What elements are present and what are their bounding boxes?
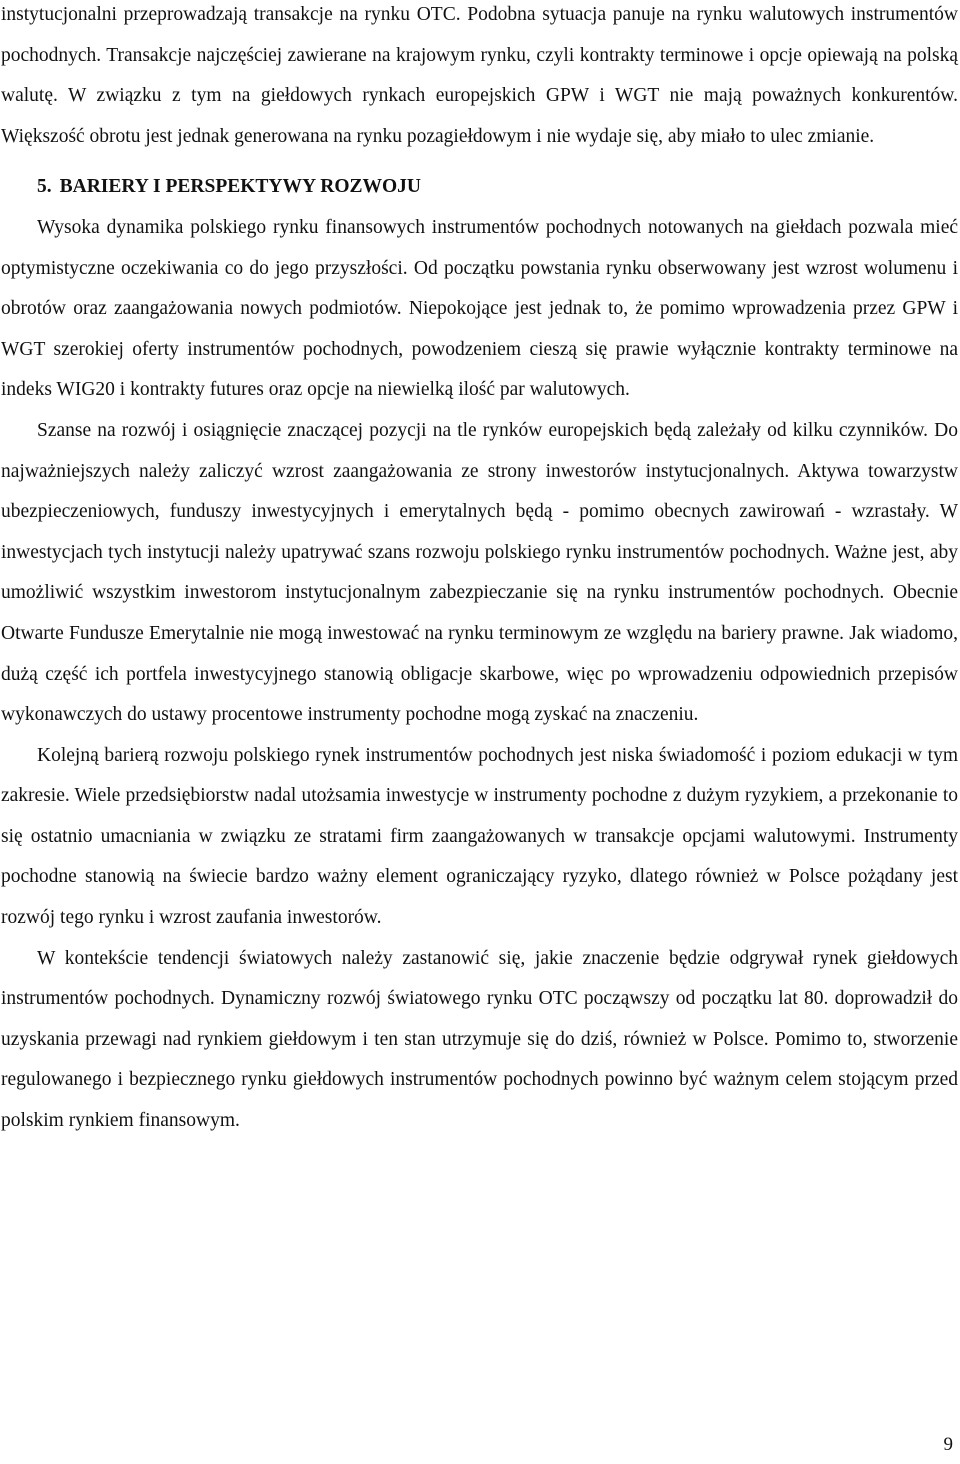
section-number: 5. [37, 176, 52, 198]
body-paragraph-3: Kolejną barierą rozwoju polskiego rynek instrumentów pochodnych jest niska świadomość i poziom edukacji w tym zakresie. Wiele przedsiębiorstw nadal utożsamia inwestycje w instrumenty pochodne z dużym ryzykiem, a przekonanie to się ostatnio umacniania w związku ze stratami firm zaangażowanych w transakcje opcjami walutowymi. Instrumenty pochodne stanowią na świecie bardzo ważny element ograniczający ryzyko, dlatego również w Polsce pożądany jest rozwój tego rynku i wzrost zaufania inwestorów. [1, 744, 958, 929]
body-paragraph-4: W kontekście tendencji światowych należy zastanowić się, jakie znaczenie będzie odgrywał rynek giełdowych instrumentów pochodnych. Dynamiczny rozwój światowego rynku OTC począwszy od początku lat 80. doprowadził do uzyskania przewagi nad rynkiem giełdowym i ten stan utrzymuje się do dziś, również w Polsce. Pomimo to, stworzenie regulowanego i bezpiecznego rynku giełdowych instrumentów pochodnych powinno być ważnym celem stojącym przed polskim rynkiem finansowym. [1, 947, 958, 1132]
page-number: 9 [943, 1434, 953, 1455]
section-heading [37, 167, 958, 208]
body-paragraph-2: Szanse na rozwój i osiągnięcie znaczącej pozycji na tle rynków europejskich będą zależały od kilku czynników. Do najważniejszych należy zaliczyć wzrost zaangażowania ze strony inwestorów instytucjonalnych. Aktywa towarzystw ubezpieczeniowych, funduszy inwestycyjnych i emerytalnych będą - pomimo obecnych zawirowań - wzrastały. W inwestycjach tych instytucji należy upatrywać szans rozwoju polskiego rynku instrumentów pochodnych. Ważne jest, aby umożliwić wszystkim inwestorom instytucjonalnym zabezpieczanie się na rynku instrumentów pochodnych. Obecnie Otwarte Fundusze Emerytalnie nie mogą inwestować na rynku terminowym ze względu na bariery prawne. Jak wiadomo, dużą część ich portfela inwestycyjnego stanowią obligacje skarbowe, więc po wprowadzeniu odpowiednich przepisów wykonawczych do ustawy procentowe instrumenty pochodne mogą zyskać na znaczeniu. [1, 419, 958, 726]
intro-paragraph: instytucjonalni przeprowadzają transakcje na rynku OTC. Podobna sytuacja panuje na rynku walutowych instrumentów pochodnych. Transakcje najczęściej zawierane na krajowym rynku, czyli kontrakty terminowe i opcje opiewają na polską walutę. W związku z tym na giełdowych rynkach europejskich GPW i WGT nie mają poważnych konkurentów. Większość obrotu jest jednak generowana na rynku pozagiełdowym i nie wydaje się, aby miało to ulec zmianie. [1, 4, 958, 147]
section-title: BARIERY I PERSPEKTYWY ROZWOJU [59, 176, 421, 198]
body-paragraph-1: Wysoka dynamika polskiego rynku finansowych instrumentów pochodnych notowanych na giełdach pozwala mieć optymistyczne oczekiwania co do jego przyszłości. Od początku powstania rynku obserwowany jest wzrost wolumenu i obrotów oraz zaangażowania nowych podmiotów. Niepokojące jest jednak to, że pomimo wprowadzenia przez GPW i WGT szerokiej oferty instrumentów pochodnych, powodzeniem cieszą się prawie wyłącznie kontrakty terminowe na indeks WIG20 i kontrakty futures oraz opcje na niewielką ilość par walutowych. [1, 216, 958, 401]
